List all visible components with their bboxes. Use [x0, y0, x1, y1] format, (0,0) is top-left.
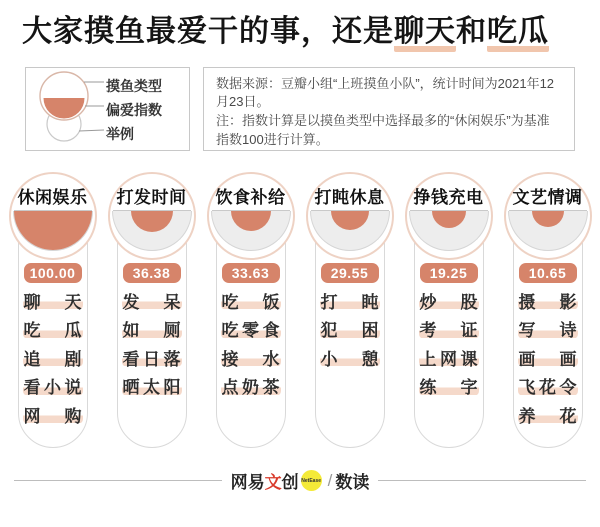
title-text: 大家摸鱼最爱干的事，还是 — [22, 15, 394, 48]
example-char: 摄 — [518, 292, 536, 312]
example-item — [320, 319, 380, 339]
netease-badge-icon — [301, 470, 322, 491]
example-char: 聊 — [23, 292, 41, 312]
index-badge: 10.65 — [519, 263, 577, 283]
gauge-bowl — [508, 211, 588, 251]
example-char: 令 — [559, 378, 577, 397]
example-item — [23, 319, 83, 339]
example-char: 网 — [23, 406, 41, 426]
example-char: 证 — [460, 321, 478, 340]
example-char: 购 — [64, 406, 82, 426]
example-char: 剧 — [64, 349, 82, 369]
example-char: 困 — [361, 321, 379, 340]
example-char: 吃 — [221, 321, 239, 340]
example-char: 盹 — [361, 292, 379, 312]
example-char: 零 — [242, 321, 259, 340]
example-char: 小 — [44, 378, 61, 397]
example-char: 网 — [440, 349, 457, 369]
example-char: 瓜 — [64, 321, 82, 340]
example-list — [518, 282, 578, 425]
example-char: 上 — [419, 349, 437, 369]
example-char: 诗 — [559, 321, 577, 340]
example-char: 日 — [143, 349, 160, 369]
category-circle — [306, 172, 394, 260]
example-char: 奶 — [242, 378, 259, 397]
example-char: 飞 — [518, 378, 536, 397]
example-item — [518, 404, 578, 424]
example-char: 呆 — [163, 292, 181, 312]
example-char: 字 — [460, 378, 478, 397]
example-item — [221, 347, 281, 367]
example-char: 饭 — [262, 292, 280, 312]
example-char: 犯 — [320, 321, 338, 340]
legend-label-example: 举例 — [106, 125, 134, 142]
example-list — [122, 282, 182, 396]
title-highlight: 吃瓜 — [487, 15, 549, 52]
example-item — [518, 376, 578, 396]
example-char: 太 — [143, 378, 160, 397]
footer — [14, 469, 586, 493]
category-title: 挣钱充电 — [413, 187, 484, 207]
example-char: 憩 — [361, 349, 379, 369]
example-char: 花 — [539, 378, 556, 397]
example-char: 吃 — [221, 292, 239, 312]
example-char: 追 — [23, 349, 41, 369]
example-char: 画 — [559, 349, 577, 369]
columns-row — [0, 172, 600, 448]
example-item — [221, 376, 281, 396]
netease-badge-text: NetEase — [301, 477, 321, 484]
example-char: 看 — [122, 349, 140, 369]
legend-box — [25, 67, 190, 151]
example-char: 如 — [122, 321, 140, 340]
gauge-bowl — [112, 211, 192, 251]
gauge-fill — [13, 211, 93, 251]
example-char: 说 — [64, 378, 82, 397]
example-item — [23, 347, 83, 367]
example-char: 阳 — [163, 378, 181, 397]
category-circle — [504, 172, 592, 260]
brand-accent: 文 — [264, 473, 282, 492]
gauge-fill — [532, 211, 564, 227]
calc-note-text: 注：指数计算是以摸鱼类型中选择最多的“休闲娱乐”为基准指数100进行计算。 — [216, 113, 550, 148]
category-title: 饮食补给 — [215, 187, 286, 207]
category-column — [204, 172, 298, 448]
gauge-bowl — [211, 211, 291, 251]
category-column — [6, 172, 100, 448]
category-title: 休闲娱乐 — [17, 187, 88, 207]
category-column — [402, 172, 496, 448]
gauge-bowl — [13, 211, 93, 251]
category-title: 打盹休息 — [314, 187, 385, 207]
example-item — [320, 290, 380, 310]
category-column — [303, 172, 397, 448]
category-circle — [207, 172, 295, 260]
index-badge: 36.38 — [123, 263, 181, 283]
footer-divider-right — [378, 480, 586, 481]
example-item — [23, 290, 83, 310]
example-item — [518, 290, 578, 310]
example-char: 吃 — [23, 321, 41, 340]
example-item — [419, 319, 479, 339]
example-item — [419, 290, 479, 310]
example-char: 股 — [460, 292, 478, 312]
example-char: 点 — [221, 378, 239, 397]
example-char: 落 — [163, 349, 181, 369]
example-char: 养 — [518, 406, 536, 426]
brand-prefix: 网易 — [230, 473, 265, 492]
legend-label-index: 偏爱指数 — [106, 101, 162, 118]
title-highlight: 聊天 — [394, 15, 456, 52]
example-char: 练 — [419, 378, 437, 397]
gauge-bowl — [409, 211, 489, 251]
example-item — [419, 347, 479, 367]
legend-label-type: 摸鱼类型 — [106, 77, 162, 94]
example-char: 晒 — [122, 378, 140, 397]
example-item — [23, 376, 83, 396]
example-char: 茶 — [262, 378, 280, 397]
index-badge: 19.25 — [420, 263, 478, 283]
example-item — [419, 376, 479, 396]
example-char: 炒 — [419, 292, 437, 312]
gauge-fill — [131, 211, 173, 232]
example-item — [23, 404, 83, 424]
gauge-fill — [432, 211, 466, 228]
category-title: 文艺情调 — [512, 187, 583, 207]
info-row — [25, 67, 575, 151]
category-circle — [9, 172, 97, 260]
example-char: 写 — [518, 321, 536, 340]
example-item — [122, 347, 182, 367]
index-badge: 100.00 — [24, 263, 82, 283]
category-circle — [108, 172, 196, 260]
example-list — [419, 282, 479, 396]
example-item — [518, 319, 578, 339]
example-char: 画 — [518, 349, 536, 369]
example-char: 接 — [221, 349, 239, 369]
example-char: 看 — [23, 378, 41, 397]
example-char: 天 — [64, 292, 82, 312]
note-box — [203, 67, 575, 151]
example-char: 考 — [419, 321, 437, 340]
brand-logo — [231, 468, 370, 493]
category-column — [105, 172, 199, 448]
index-badge: 29.55 — [321, 263, 379, 283]
example-item — [122, 290, 182, 310]
example-char: 打 — [320, 292, 338, 312]
example-list — [320, 282, 380, 368]
index-badge: 33.63 — [222, 263, 280, 283]
example-item — [122, 319, 182, 339]
example-char: 厕 — [163, 321, 181, 340]
gauge-bowl — [310, 211, 390, 251]
example-char: 影 — [559, 292, 577, 312]
category-title: 打发时间 — [116, 187, 187, 207]
brand-separator: / — [327, 470, 333, 490]
gauge-fill — [331, 211, 369, 230]
title-text: 和 — [456, 15, 487, 48]
example-item — [221, 290, 281, 310]
category-column — [501, 172, 595, 448]
example-char: 水 — [262, 349, 280, 369]
example-list — [23, 282, 83, 425]
gauge-fill — [231, 211, 271, 231]
example-char: 食 — [262, 321, 280, 340]
example-item — [122, 376, 182, 396]
example-char: 花 — [559, 406, 577, 426]
data-source-text: 数据来源：豆瓣小组“上班摸鱼小队”，统计时间为2021年12月23日。 — [216, 75, 555, 110]
brand-suffix: 创 — [281, 473, 299, 492]
example-char: 发 — [122, 292, 140, 312]
example-item — [221, 319, 281, 339]
category-circle — [405, 172, 493, 260]
example-char: 小 — [320, 349, 338, 369]
example-list — [221, 282, 281, 396]
example-item — [320, 347, 380, 367]
page-title — [22, 12, 580, 53]
brand-sub: 数读 — [335, 473, 370, 492]
footer-divider-left — [14, 480, 222, 481]
example-item — [518, 347, 578, 367]
example-char: 课 — [460, 349, 478, 369]
